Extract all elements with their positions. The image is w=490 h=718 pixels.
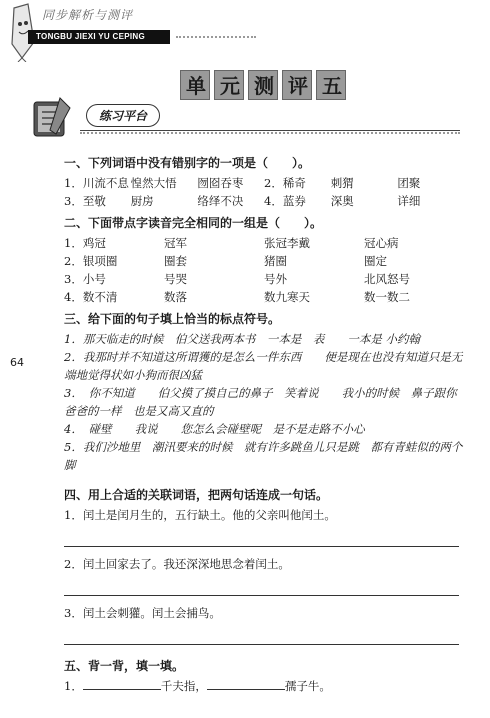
sentence: 3．闰土会刺獾。闰土会捕鸟。	[64, 606, 221, 620]
answer-line[interactable]	[64, 524, 459, 547]
item-prefix: 1．	[64, 679, 83, 693]
blank-field[interactable]	[83, 677, 161, 690]
sentence: 1．闰土是闰月生的，五行缺土。他的父亲叫他闰土。	[64, 508, 336, 522]
answer-line[interactable]	[64, 573, 459, 596]
section3-heading: 三、给下面的句子填上恰当的标点符号。	[64, 312, 281, 326]
word: 冠心病	[364, 236, 399, 250]
word: 数九寒天	[264, 290, 310, 304]
header-dotted-rule	[176, 36, 256, 40]
book-icon	[30, 94, 74, 140]
header-pinyin-bar: TONGBU JIEXI YU CEPING	[28, 30, 170, 44]
section4-heading: 四、用上合适的关联词语，把两句话连成一句话。	[64, 488, 329, 502]
sentence: 1．那天临走的时候 伯父送我两本书 一本是 表 一本是 小约翰	[64, 332, 420, 346]
option: 深奥	[330, 194, 354, 208]
option: 1．川流不息	[64, 176, 129, 190]
section5-heading: 五、背一背，填一填。	[64, 659, 185, 673]
item-mid: 千夫指，	[160, 679, 207, 693]
option: 2．稀奇	[264, 176, 306, 190]
exercise-content	[64, 150, 464, 695]
option: 厨房	[130, 194, 154, 208]
section2-heading: 二、下面带点字读音完全相同的一组是（ ）。	[64, 216, 323, 230]
option: 4．蓝券	[264, 194, 306, 208]
word: 冠军	[164, 236, 187, 250]
word: 猪圈	[264, 254, 287, 268]
section1-row	[64, 192, 464, 210]
section2-row	[64, 234, 464, 252]
option: 囫囵吞枣	[197, 176, 244, 190]
sentence: 2．我那时并不知道这所谓獲的是怎么一件东西 便是现在也没有知道只是无端地觉得状如小狗而很凶猛	[64, 350, 463, 382]
option: 惶然大悟	[130, 176, 177, 190]
word: 1．鸡冠	[64, 236, 106, 250]
word: 3．小号	[64, 272, 106, 286]
answer-line[interactable]	[64, 622, 459, 645]
option: 3．至敬	[64, 194, 106, 208]
option: 详细	[397, 194, 421, 208]
word: 张冠李戴	[264, 236, 310, 250]
word: 北风怒号	[364, 272, 410, 286]
word: 数落	[164, 290, 187, 304]
item-end: 孺子牛。	[284, 679, 331, 693]
section2-row	[64, 288, 464, 306]
sentence: 4． 碰壁 我说 您怎么会碰壁呢 是不是走路不小心	[64, 422, 365, 436]
blank-field[interactable]	[207, 677, 285, 690]
sentence: 5．我们沙地里 潮汛要来的时候 就有许多跳鱼儿只是跳 都有青蛙似的两个脚	[64, 440, 463, 472]
option: 刺猬	[330, 176, 354, 190]
sentence: 3． 你不知道 伯父摸了摸自己的鼻子 笑着说 我小的时候 鼻子跟你爸爸的一样 也是又高又直的	[64, 386, 457, 418]
word: 圈定	[364, 254, 387, 268]
unit-title: 单元测评五	[186, 74, 356, 98]
word: 2．银项圈	[64, 254, 118, 268]
badge-rule	[80, 130, 460, 131]
word: 号哭	[164, 272, 187, 286]
badge-dotted-rule	[80, 132, 460, 140]
section1-heading: 一、下列词语中没有错别字的一项是（ ）。	[64, 156, 311, 170]
header-title: 同步解析与测评	[42, 8, 134, 22]
section2-row	[64, 270, 464, 288]
word: 号外	[264, 272, 287, 286]
option: 络绎不决	[197, 194, 244, 208]
option: 团聚	[397, 176, 421, 190]
section2-row	[64, 252, 464, 270]
word: 数一数二	[364, 290, 410, 304]
page-number: 64	[10, 356, 24, 369]
section1-row	[64, 174, 464, 192]
practice-badge: 练习平台	[86, 104, 160, 127]
sentence: 2．闰土回家去了。我还深深地思念着闰土。	[64, 557, 290, 571]
word: 圈套	[164, 254, 187, 268]
word: 4．数不清	[64, 290, 118, 304]
fill-in-item	[64, 677, 464, 695]
